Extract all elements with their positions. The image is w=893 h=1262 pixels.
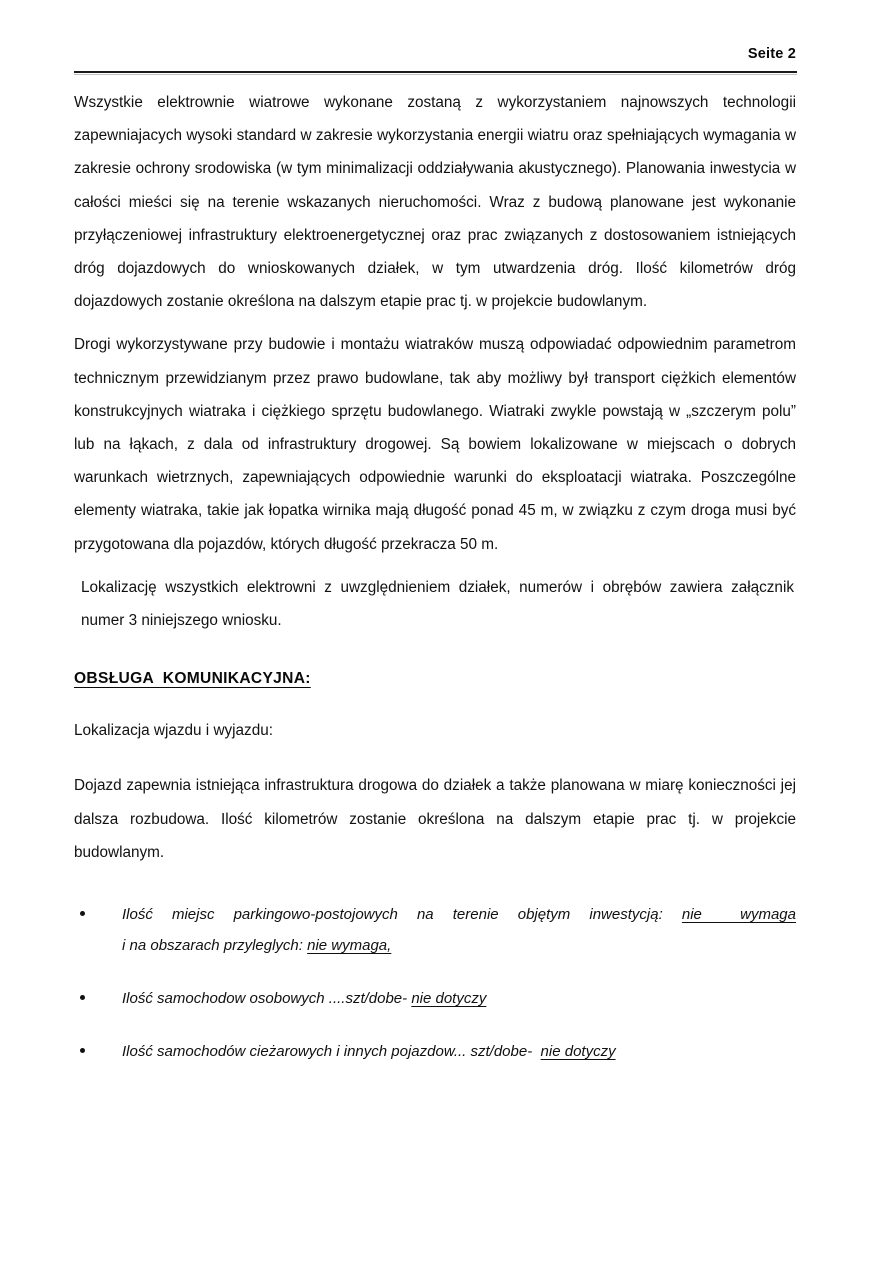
- bullet-dot-icon: [80, 995, 85, 1000]
- bullet-3-answer-1: nie dotyczy: [540, 1043, 616, 1061]
- list-item: [74, 899, 796, 961]
- page-number-label: Seite 2: [747, 46, 796, 62]
- bullet-1-answer-1: nie wymaga: [681, 906, 796, 924]
- subtitle-entry-exit-location: Lokalizacja wjazdu i wyjazdu:: [74, 722, 273, 740]
- paragraph-access-road: Dojazd zapewnia istniejąca infrastruktura drogowa do działek a także planowana w miarę konieczności jej dalsza rozbudowa. Ilość kilometrów zostanie określona na dalszym etapie prac tj. w projekcie budowlanym.: [74, 777, 796, 861]
- bullet-1-line-1: [122, 899, 796, 930]
- bullet-1-answer-2: nie wymaga,: [307, 937, 392, 955]
- paragraph-project-description: Wszystkie elektrownie wiatrowe wykonane zostaną z wykorzystaniem najnowszych technologii zapewniajacych wysoki standard w zakresie wykorzystania energii wiatru oraz spełniających wymagania w zakresie ochrony srodowiska (w tym minimalizacji oddziaływania akustycznego). Planowania inwestycia w całości mieści się na terenie wskazanych nieruchomości. Wraz z budową planowane jest wykonanie przyłączeniowej infrastruktury elektroenergetycznej oraz prac związanych z dostosowaniem istniejących dróg dojazdowych do wnioskowanych działek, w tym utwardzenia dróg. Ilość kilometrów dróg dojazdowych zostanie określona na dalszym etapie prac tj. w projekcie budowlanym.: [74, 94, 796, 311]
- list-item: [74, 983, 796, 1014]
- paragraph-location-attachment: Lokalizację wszystkich elektrowni z uwzględnieniem działek, numerów i obrębów zawiera załącznik numer 3 niniejszego wniosku.: [81, 578, 794, 630]
- bullet-3-question-1: Ilość samochodów cieżarowych i innych pojazdow... szt/dobe-: [122, 1043, 533, 1061]
- bullet-1-question-2: i na obszarach przyleglych:: [122, 937, 303, 955]
- bullet-dot-icon: [80, 911, 85, 916]
- paragraph-road-requirements: Drogi wykorzystywane przy budowie i montażu wiatraków muszą odpowiadać odpowiednim parametrom technicznym przewidzianym przez prawo budowlane, tak aby możliwy był transport ciężkich elementów konstrukcyjnych wiatraka i ciężkiego sprzętu budowlanego. Wiatraki zwykle powstają w „szczerym polu” lub na łąkach, z dala od infrastruktury drogowej. Są bowiem lokalizowane w miejscach o dobrych warunkach wietrznych, zapewniających odpowiednie warunki do eksploatacji wiatraka. Poszczególne elementy wiatraka, takie jak łopatka wirnika mają długość ponad 45 m, w związku z czym droga musi być przygotowana dla pojazdów, których długość przekracza 50 m.: [74, 336, 796, 553]
- bullet-3-line-1: [122, 1036, 796, 1067]
- bullet-2-question-1: Ilość samochodow osobowych ....szt/dobe-: [122, 990, 408, 1008]
- parking-vehicle-list: [74, 899, 796, 1067]
- header-divider: [74, 71, 797, 73]
- bullet-dot-icon: [80, 1048, 85, 1053]
- list-item: [74, 1036, 796, 1067]
- bullet-1-line-2: [122, 930, 796, 961]
- page-header: [74, 0, 796, 86]
- section-heading-transport: OBSŁUGA KOMUNIKACYJNA:: [74, 670, 311, 688]
- page-content: [74, 0, 796, 1067]
- bullet-1-question-1: Ilość miejsc parkingowo-postojowych na terenie objętym inwestycją:: [122, 906, 663, 924]
- bullet-2-answer-1: nie dotyczy: [411, 990, 487, 1008]
- bullet-2-line-1: [122, 983, 796, 1014]
